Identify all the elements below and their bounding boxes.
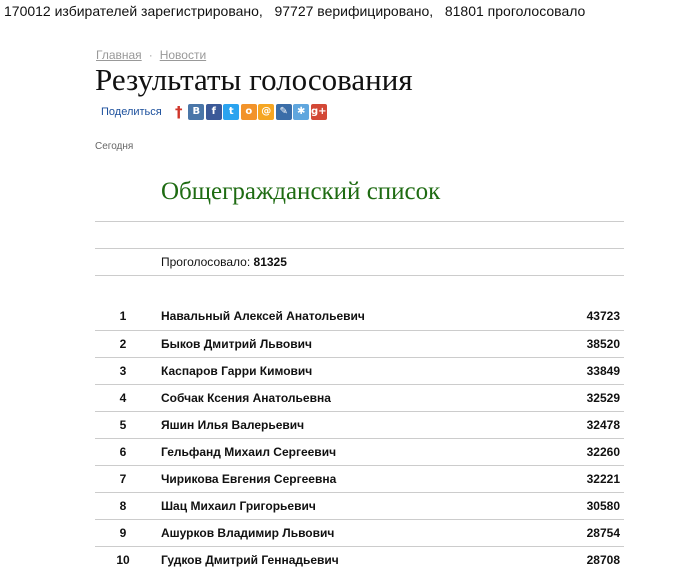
table-row xyxy=(95,330,624,357)
share-bar xyxy=(101,102,328,122)
table-row xyxy=(95,546,624,573)
date-label: Сегодня xyxy=(95,141,134,152)
candidate-votes: 43723 xyxy=(586,309,620,323)
facebook-icon[interactable]: f xyxy=(206,104,222,120)
candidate-name: Быков Дмитрий Львович xyxy=(161,337,312,351)
list-title: Общегражданский список xyxy=(161,178,441,205)
voter-stats: 170012 избирателей зарегистрировано, 97727 верифицировано, 81801 проголосовало xyxy=(4,3,586,19)
voted-label: Проголосовало: xyxy=(161,255,251,269)
breadcrumb xyxy=(96,48,206,62)
candidate-votes: 32478 xyxy=(586,418,620,432)
candidate-votes: 32221 xyxy=(586,472,620,486)
voted-summary xyxy=(161,255,287,269)
livejournal-icon[interactable]: ✎ xyxy=(276,104,292,120)
table-row xyxy=(95,438,624,465)
page-title: Результаты голосования xyxy=(95,62,413,97)
share-icons xyxy=(171,104,329,120)
candidate-name: Гельфанд Михаил Сергеевич xyxy=(161,445,337,459)
candidate-name: Каспаров Гарри Кимович xyxy=(161,364,313,378)
candidate-rank: 5 xyxy=(119,418,127,432)
divider xyxy=(95,221,624,222)
runner-icon[interactable]: † xyxy=(175,102,183,121)
share-label[interactable]: Поделиться xyxy=(101,106,162,118)
candidate-rank: 6 xyxy=(119,445,127,459)
table-row xyxy=(95,303,624,330)
divider xyxy=(95,248,624,249)
candidate-votes: 33849 xyxy=(586,364,620,378)
breadcrumb-separator: · xyxy=(148,48,153,62)
googleplus-icon[interactable]: g+ xyxy=(311,104,327,120)
candidate-rank: 1 xyxy=(119,309,127,323)
odnoklassniki-icon[interactable]: o xyxy=(241,104,257,120)
table-row xyxy=(95,465,624,492)
candidate-name: Собчак Ксения Анатольевна xyxy=(161,391,331,405)
candidate-rank: 4 xyxy=(119,391,127,405)
candidate-rank: 8 xyxy=(119,499,127,513)
candidate-name: Чирикова Евгения Сергеевна xyxy=(161,472,337,486)
candidate-rank: 3 xyxy=(119,364,127,378)
candidate-rank: 10 xyxy=(116,553,130,567)
table-row xyxy=(95,357,624,384)
candidate-rank: 9 xyxy=(119,526,127,540)
candidate-votes: 28754 xyxy=(586,526,620,540)
candidate-name: Яшин Илья Валерьевич xyxy=(161,418,305,432)
candidate-name: Ашурков Владимир Львович xyxy=(161,526,335,540)
candidate-rank: 7 xyxy=(119,472,127,486)
breadcrumb-home-link[interactable]: Главная xyxy=(96,48,142,62)
table-row xyxy=(95,384,624,411)
candidate-votes: 28708 xyxy=(586,553,620,567)
candidate-name: Навальный Алексей Анатольевич xyxy=(161,309,365,323)
vkontakte-icon[interactable]: B xyxy=(188,104,204,120)
breadcrumb-news-link[interactable]: Новости xyxy=(159,48,207,62)
table-row xyxy=(95,411,624,438)
results-table xyxy=(95,303,624,573)
candidate-name: Гудков Дмитрий Геннадьевич xyxy=(161,553,339,567)
twitter-icon[interactable]: t xyxy=(223,104,239,120)
candidate-name: Шац Михаил Григорьевич xyxy=(161,499,316,513)
candidate-votes: 32260 xyxy=(586,445,620,459)
voted-count: 81325 xyxy=(253,255,287,269)
divider xyxy=(95,275,624,276)
candidate-rank: 2 xyxy=(119,337,127,351)
mailru-icon[interactable]: @ xyxy=(258,104,274,120)
candidate-votes: 32529 xyxy=(586,391,620,405)
table-row xyxy=(95,519,624,546)
table-row xyxy=(95,492,624,519)
candidate-votes: 38520 xyxy=(586,337,620,351)
liveinternet-icon[interactable]: ✱ xyxy=(293,104,309,120)
candidate-votes: 30580 xyxy=(586,499,620,513)
